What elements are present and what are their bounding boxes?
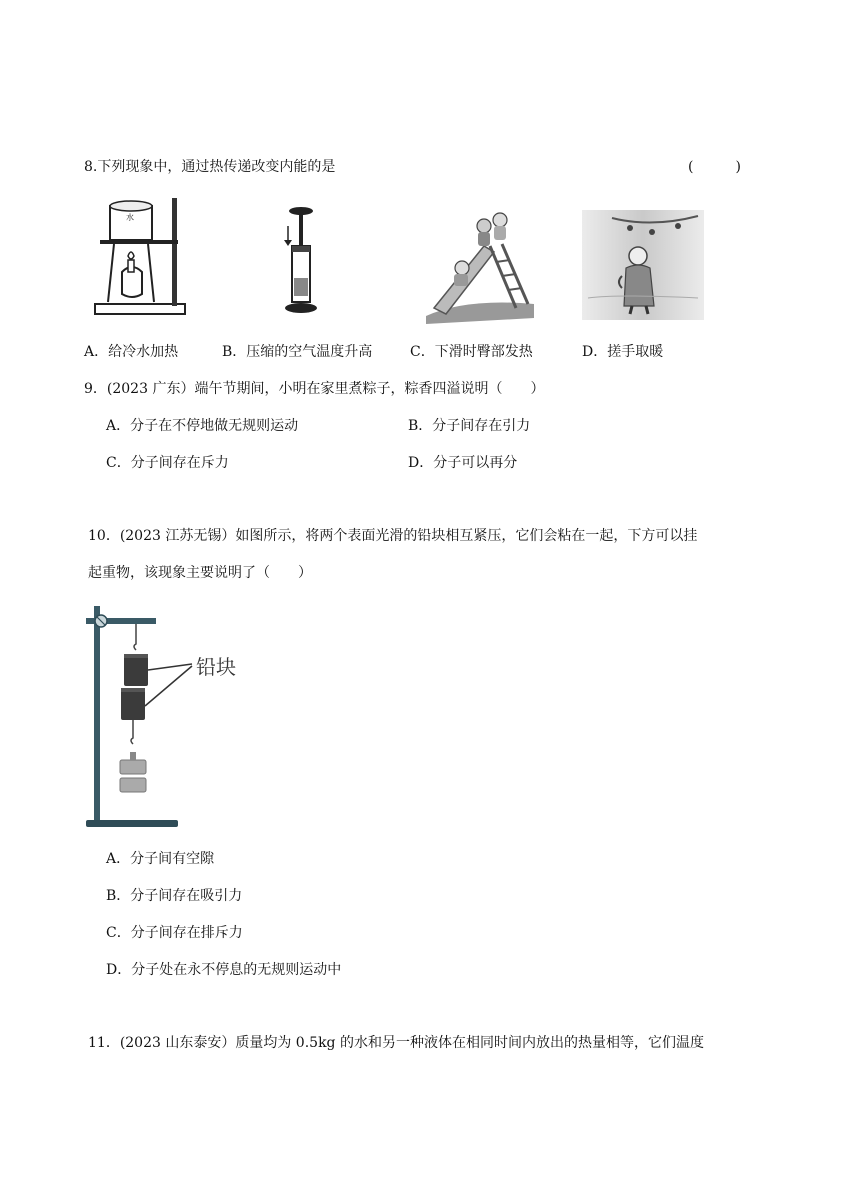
q10-option-d: D．分子处在永不停息的无规则运动中 bbox=[106, 962, 342, 978]
q8-option-b: B．压缩的空气温度升高 bbox=[222, 344, 373, 360]
q10-figure-lead-blocks bbox=[84, 602, 264, 834]
q9-option-a: A．分子在不停地做无规则运动 bbox=[106, 418, 299, 434]
q9-option-c: C．分子间存在斥力 bbox=[106, 455, 229, 471]
q9-stem: 9．(2023 广东）端午节期间，小明在家里煮粽子，粽香四溢说明（ ） bbox=[84, 381, 545, 397]
q8-figure-a-heating-water bbox=[92, 194, 188, 320]
q10-figure-label: 铅块 bbox=[196, 655, 236, 679]
q8-answer-bracket: ( ) bbox=[688, 159, 741, 175]
q8-stem: 8.下列现象中，通过热传递改变内能的是 bbox=[84, 159, 336, 175]
q9-option-b: B．分子间存在引力 bbox=[408, 418, 531, 434]
q10-option-a: A．分子间有空隙 bbox=[106, 851, 215, 867]
q10-option-c: C．分子间存在排斥力 bbox=[106, 925, 243, 941]
q8-figure-b-piston-compression bbox=[278, 204, 324, 318]
q8-figure-c-children-slide bbox=[424, 210, 536, 324]
q10-option-b: B．分子间存在吸引力 bbox=[106, 888, 243, 904]
q10-stem-line-2: 起重物，该现象主要说明了（ ） bbox=[88, 565, 312, 581]
q8-figure-d-rubbing-hands bbox=[582, 210, 704, 320]
q8-option-d: D．搓手取暖 bbox=[582, 344, 664, 360]
q11-stem-line-1: 11．(2023 山东泰安）质量均为 0.5kg 的水和另一种液体在相同时间内放出的热量相等，它们温度 bbox=[88, 1035, 704, 1051]
q10-stem-line-1: 10．(2023 江苏无锡）如图所示，将两个表面光滑的铅块相互紧压，它们会粘在一起，下方可以挂 bbox=[88, 528, 698, 544]
q8-option-a: A．给冷水加热 bbox=[84, 344, 179, 360]
q8-option-c: C．下滑时臀部发热 bbox=[410, 344, 533, 360]
q9-option-d: D．分子可以再分 bbox=[408, 455, 518, 471]
svg-text:水: 水 bbox=[126, 213, 134, 222]
